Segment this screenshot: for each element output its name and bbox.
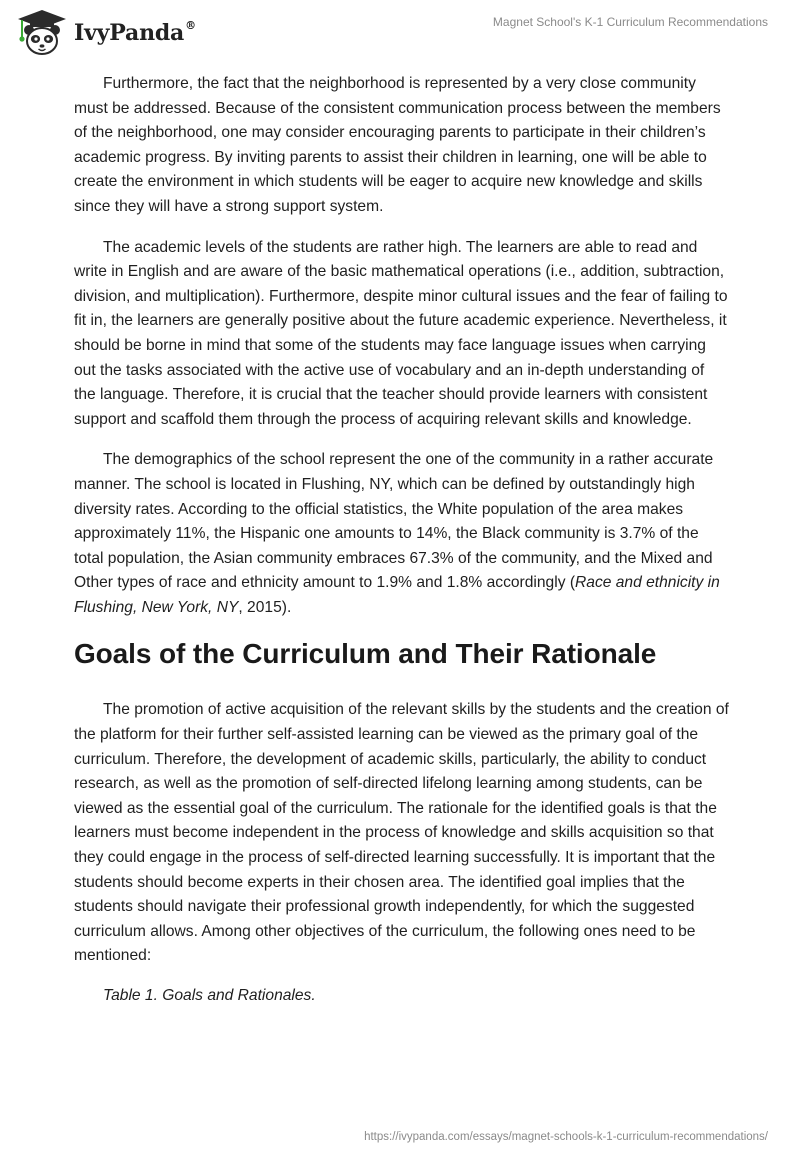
ivypanda-logo[interactable] — [14, 8, 196, 58]
source-url[interactable]: https://ivypanda.com/essays/magnet-schools-k-1-curriculum-recommendations/ — [364, 1131, 768, 1143]
page-header — [0, 0, 800, 70]
panda-graduate-icon — [14, 8, 70, 58]
paragraph-goals: The promotion of active acquisition of the relevant skills by the students and the creation of the platform for their further self-assisted learning can be viewed as the primary goal of the curriculum. Therefore, the development of academic skills, particularly, the ability to conduct research, as well as the promotion of self-directed lifelong learning among students, can be viewed as the essential goal of the curriculum. The rationale for the identified goals is that the learners must become independent in the process of knowledge and skills acquisition so that they could engage in the process of self-directed learning successfully. It is important that the students should become experts in their chosen area. The identified goal implies that the students should navigate their professional growth independently, for which the suggested curriculum allows. Among other objectives of the curriculum, the following ones need to be mentioned: — [74, 701, 729, 965]
logo-wordmark: IvyPanda® — [74, 18, 196, 46]
document-title: Magnet School's K-1 Curriculum Recommendations — [492, 15, 768, 29]
paragraph-academic-levels: The academic levels of the students are rather high. The learners are able to read and write in English and are aware of the basic mathematical operations (i.e., addition, subtraction, division, and multiplication). Furthermore, despite minor cultural issues and the fear of failing to fit in, the learners are generally positive about the future academic experience. Nevertheless, it should be borne in mind that some of the students may face language issues when carrying out the tasks associated with the active use of vocabulary and an in-depth understanding of the language. Therefore, it is crucial that the teacher should provide learners with consistent support and scaffold them through the process of acquiring relevant skills and knowledge. — [74, 238, 728, 428]
paragraph-demographics: The demographics of the school represent the one of the community in a rather accurate manner. The school is located in Flushing, NY, which can be defined by outstandingly high diversity rates. According to the official statistics, the White population of the area makes approximately 11%, the Hispanic one amounts to 14%, the Black community is 3.7% of the total population, the Asian community embraces 67.3% of the community, and the Mixed and Other types of race and ethnicity amount to 1.9% and 1.8% accordingly (Race and ethnicity in Flushing, New York, NY, 2015). — [74, 451, 720, 616]
citation-title: Race and ethnicity in Flushing, New York, NY — [74, 574, 720, 616]
table-caption: Table 1. Goals and Rationales. — [103, 987, 316, 1004]
section-heading: Goals of the Curriculum and Their Rationale — [74, 638, 657, 670]
article-body — [74, 72, 730, 1005]
paragraph-community: Furthermore, the fact that the neighborhood is represented by a very close community must be addressed. Because of the consistent communication process between the members of the neighborhood, one may consider encouraging parents to participate in their children’s academic progress. By inviting parents to assist their children in learning, one will be able to create the environment in which students will be eager to acquire new knowledge and skills since they will have a strong support system. — [74, 75, 721, 215]
